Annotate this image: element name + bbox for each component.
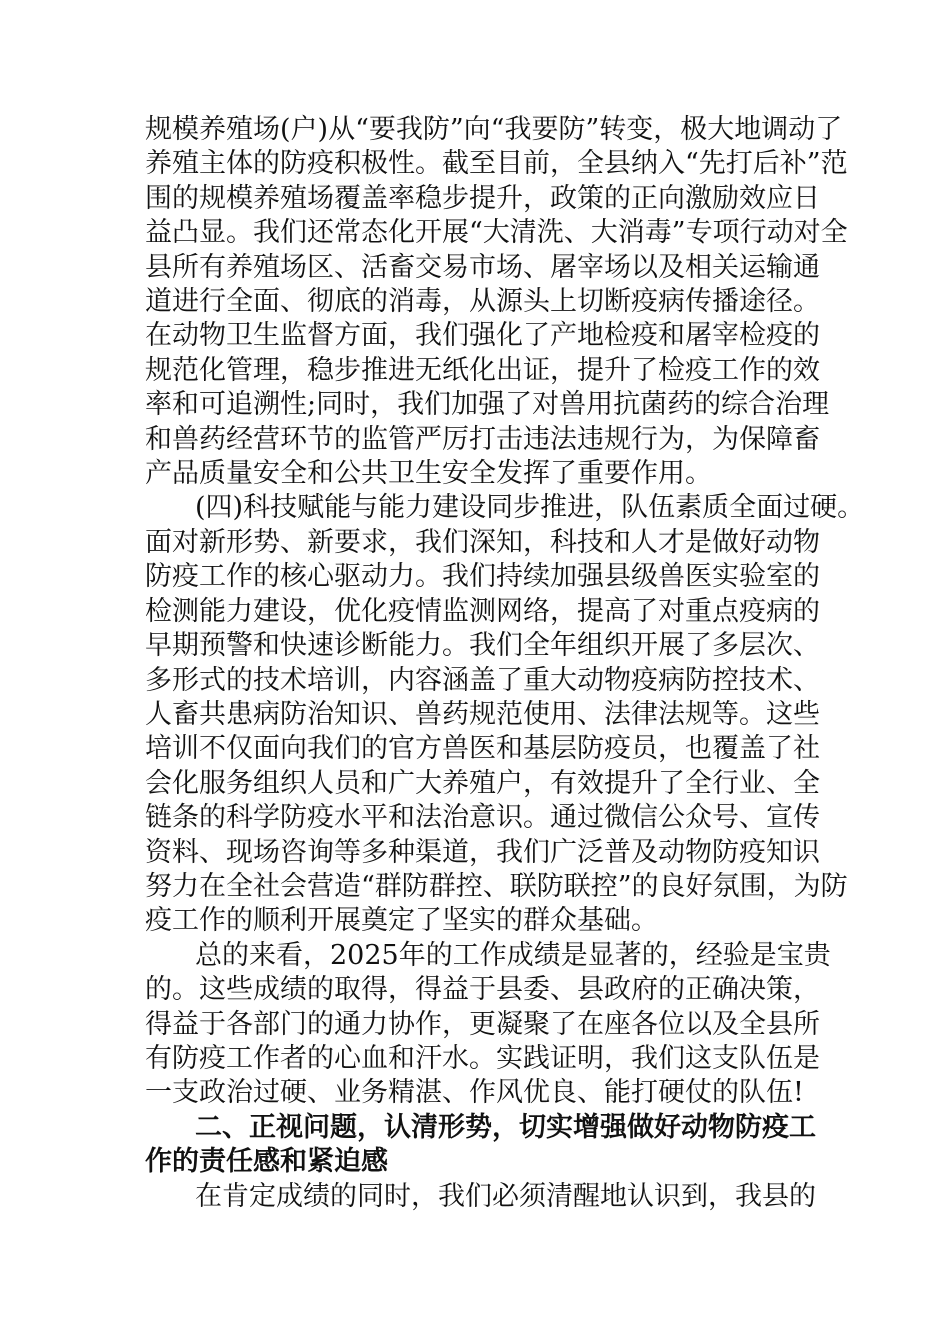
text-line: 总的来看，2025年的工作成绩是显著的，经验是宝贵 [195, 939, 831, 971]
heading-line: 作的责任感和紧迫感 [145, 1146, 388, 1178]
text-line: 和兽药经营环节的监管严厉打击违法违规行为，为保障畜 [145, 423, 820, 455]
text-line: 资料、现场咨询等多种渠道，我们广泛普及动物防疫知识 [145, 836, 820, 868]
text-line: 产品质量安全和公共卫生安全发挥了重要作用。 [145, 458, 712, 490]
text-line: 益凸显。我们还常态化开展“大清洗、大消毒”专项行动对全 [145, 217, 848, 249]
text-line: 面对新形势、新要求，我们深知，科技和人才是做好动物 [145, 526, 820, 558]
text-line: 在动物卫生监督方面，我们强化了产地检疫和屠宰检疫的 [145, 320, 820, 352]
paragraph-section-four [145, 491, 865, 938]
text-line: 链条的科学防疫水平和法治意识。通过微信公众号、宣传 [145, 802, 820, 834]
section-heading [145, 1111, 845, 1180]
text-line: 防疫工作的核心驱动力。我们持续加强县级兽医实验室的 [145, 561, 820, 593]
paragraph-summary [145, 939, 845, 1111]
text-line: 的。这些成绩的取得，得益于县委、县政府的正确决策， [145, 974, 820, 1006]
text-line: 率和可追溯性;同时，我们加强了对兽用抗菌药的综合治理 [145, 389, 830, 421]
text-line: 人畜共患病防治知识、兽药规范使用、法律法规等。这些 [145, 698, 820, 730]
document-body [145, 113, 865, 1214]
text-line: 早期预警和快速诊断能力。我们全年组织开展了多层次、 [145, 630, 820, 662]
text-line: 有防疫工作者的心血和汗水。实践证明，我们这支队伍是 [145, 1042, 820, 1074]
text-line: 养殖主体的防疫积极性。截至目前，全县纳入“先打后补”范 [145, 148, 848, 180]
text-line: 一支政治过硬、业务精湛、作风优良、能打硬仗的队伍! [145, 1077, 804, 1109]
text-line: 努力在全社会营造“群防群控、联防联控”的良好氛围，为防 [145, 870, 848, 902]
text-line: 多形式的技术培训，内容涵盖了重大动物疫病防控技术、 [145, 664, 820, 696]
heading-line: 二、正视问题，认清形势，切实增强做好动物防疫工 [195, 1111, 816, 1143]
text-line: 县所有养殖场区、活畜交易市场、屠宰场以及相关运输通 [145, 251, 820, 283]
text-line: 规模养殖场(户)从“要我防”向“我要防”转变，极大地调动了 [145, 114, 843, 145]
text-line: 规范化管理，稳步推进无纸化出证，提升了检疫工作的效 [145, 354, 820, 386]
text-line: 围的规模养殖场覆盖率稳步提升，政策的正向激励效应日 [145, 182, 820, 214]
text-line: 疫工作的顺利开展奠定了坚实的群众基础。 [145, 905, 658, 937]
text-line: 会化服务组织人员和广大养殖户，有效提升了全行业、全 [145, 767, 820, 799]
text-line: (四)科技赋能与能力建设同步推进，队伍素质全面过硬。 [195, 492, 865, 524]
paragraph-problems [145, 1180, 845, 1214]
paragraph-continued [145, 113, 848, 491]
text-line: 得益于各部门的通力协作，更凝聚了在座各位以及全县所 [145, 1008, 820, 1040]
text-line: 道进行全面、彻底的消毒，从源头上切断疫病传播途径。 [145, 286, 820, 318]
text-line: 培训不仅面向我们的官方兽医和基层防疫员，也覆盖了社 [145, 733, 820, 765]
text-line: 检测能力建设，优化疫情监测网络，提高了对重点疫病的 [145, 595, 820, 627]
text-line: 在肯定成绩的同时，我们必须清醒地认识到，我县的 [195, 1180, 816, 1212]
